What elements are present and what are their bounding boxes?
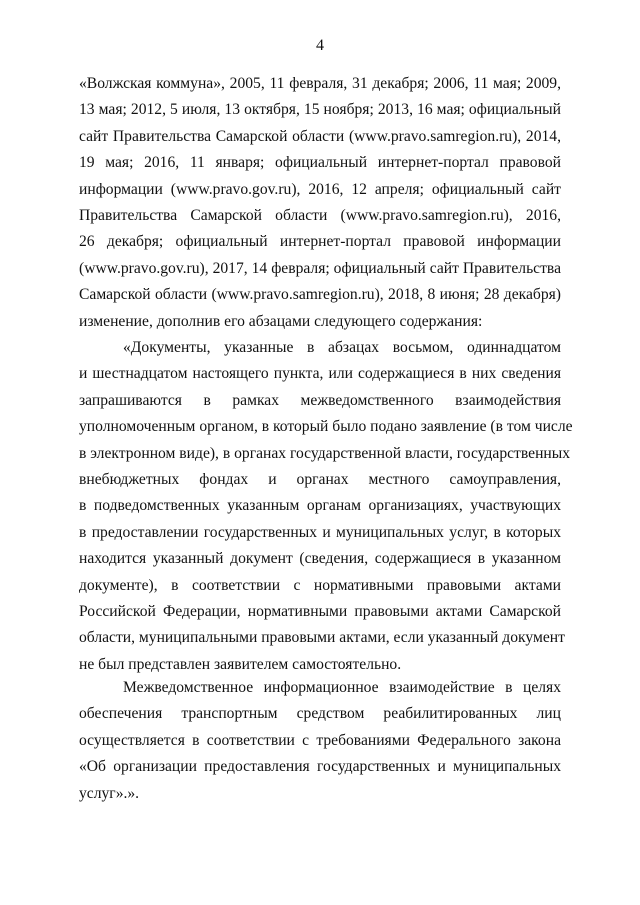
paragraph-3 [79,675,561,807]
text-line: сайт Правительства Самарской области (www.pravo.samregion.ru), 2014, [79,127,561,145]
text-line: документе), в соответствии с нормативными правовыми актами [79,576,561,594]
text-line: 13 мая; 2012, 5 июля, 13 октября, 15 ноября; 2013, 16 мая; официальный [79,101,561,119]
text-line: в электронном виде), в органах государственной власти, государственных [79,444,571,462]
text-line: Самарской области (www.pravo.samregion.ru), 2018, 8 июня; 28 декабря) [79,286,561,304]
text-line: не был представлен заявителем самостоятельно. [79,655,402,673]
text-line: и шестнадцатом настоящего пункта, или содержащиеся в них сведения [79,365,561,383]
page-number: 4 [316,37,324,54]
text-line: информации (www.pravo.gov.ru), 2016, 12 апреля; официальный сайт [79,180,561,198]
text-line: Российской Федерации, нормативными правовыми актами Самарской [79,602,561,620]
text-line: внебюджетных фондах и органах местного самоуправления, [79,470,561,488]
paragraph-1 [79,71,561,335]
text-line: уполномоченным органом, в который было подано заявление (в том числе [79,418,573,436]
text-line: «Об организации предоставления государственных и муниципальных [79,758,561,776]
text-line: 26 декабря; официальный интернет-портал правовой информации [79,233,561,251]
text-line: осуществляется в соответствии с требованиями Федерального закона [79,731,561,749]
text-line: изменение, дополнив его абзацами следующего содержания: [79,312,483,330]
text-line: находится указанный документ (сведения, содержащиеся в указанном [79,550,561,568]
text-line: (www.pravo.gov.ru), 2017, 14 февраля; официальный сайт Правительства [79,259,561,277]
text-line: «Волжская коммуна», 2005, 11 февраля, 31 декабря; 2006, 11 мая; 2009, [79,75,561,92]
paragraph-2 [79,335,573,678]
text-line: запрашиваются в рамках межведомственного взаимодействия [79,391,561,409]
text-line: в предоставлении государственных и муниципальных услуг, в которых [79,523,561,541]
text-line: «Документы, указанные в абзацах восьмом, одиннадцатом [123,339,561,356]
text-line: Межведомственное информационное взаимодействие в целях [123,679,561,696]
text-line: в подведомственных указанным органам организациях, участвующих [79,497,561,515]
text-line: области, муниципальными правовыми актами, если указанный документ [79,629,565,647]
text-line: 19 мая; 2016, 11 января; официальный интернет-портал правовой [79,154,561,172]
text-line: обеспечения транспортным средством реабилитированных лиц [79,705,561,723]
text-line: Правительства Самарской области (www.pravo.samregion.ru), 2016, [79,206,561,224]
text-line: услуг».». [79,784,140,802]
